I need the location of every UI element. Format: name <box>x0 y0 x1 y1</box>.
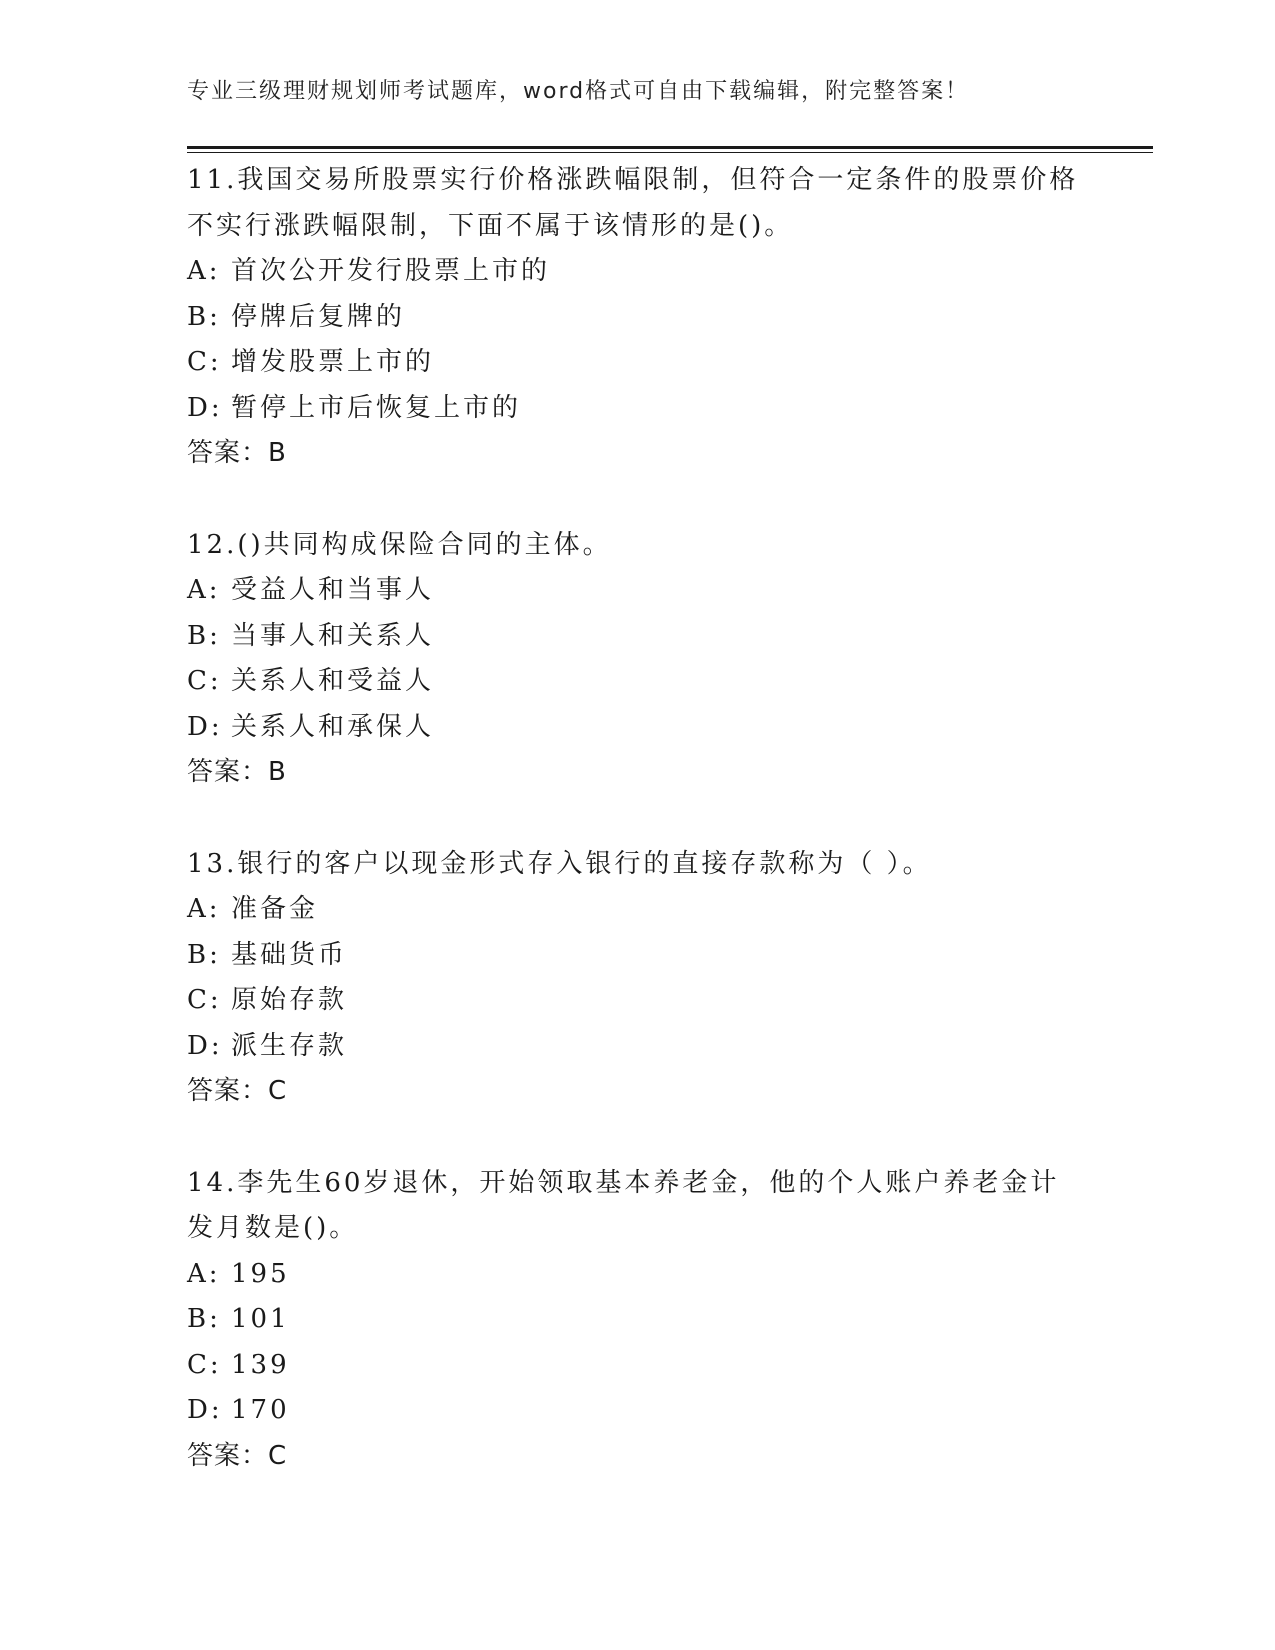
answer-line: 答案：C <box>187 1440 288 1471</box>
option-c <box>187 1343 1087 1389</box>
question-11 <box>187 158 1087 477</box>
option-text: 基础货币 <box>231 939 348 970</box>
question-stem-line: 11.我国交易所股票实行价格涨跌幅限制，但符合一定条件的股票价格 <box>187 165 1079 195</box>
option-a <box>187 249 1087 295</box>
option-text: 当事人和关系人 <box>231 620 435 651</box>
option-letter: D: <box>187 1395 223 1425</box>
option-text: 关系人和受益人 <box>231 666 435 696</box>
option-letter: D: <box>187 711 223 742</box>
option-letter: A: <box>187 256 221 286</box>
option-d <box>187 1024 1087 1070</box>
header-divider-thick <box>187 146 1153 149</box>
option-c <box>187 340 1087 386</box>
option-letter: B: <box>187 1304 221 1334</box>
option-text: 增发股票上市的 <box>231 347 435 377</box>
option-text: 首次公开发行股票上市的 <box>231 256 551 286</box>
header-divider-thin <box>187 152 1153 153</box>
option-b <box>187 1297 1087 1343</box>
option-text: 受益人和当事人 <box>231 575 435 605</box>
answer-line: 答案：B <box>187 757 287 787</box>
option-letter: D: <box>187 1030 223 1061</box>
option-letter: B: <box>187 939 221 970</box>
option-text: 停牌后复牌的 <box>231 301 406 332</box>
option-a <box>187 568 1087 614</box>
option-d <box>187 1388 1087 1434</box>
option-a <box>187 1252 1087 1298</box>
question-12 <box>187 523 1087 796</box>
option-c <box>187 659 1087 705</box>
answer-line: 答案：C <box>187 1076 288 1106</box>
option-b <box>187 614 1087 660</box>
answer-line: 答案：B <box>187 438 287 468</box>
option-text: 准备金 <box>231 894 319 924</box>
option-letter: B: <box>187 620 221 651</box>
option-text: 170 <box>231 1395 290 1425</box>
question-stem-line: 12.()共同构成保险合同的主体。 <box>187 529 612 560</box>
option-a <box>187 887 1087 933</box>
option-b <box>187 933 1087 979</box>
option-d <box>187 705 1087 751</box>
question-13 <box>187 842 1087 1115</box>
option-text: 原始存款 <box>231 985 348 1015</box>
option-letter: A: <box>187 575 221 605</box>
option-text: 195 <box>231 1258 290 1289</box>
option-text: 派生存款 <box>231 1030 348 1061</box>
question-stem-line: 不实行涨跌幅限制，下面不属于该情形的是()。 <box>187 210 794 241</box>
question-14 <box>187 1161 1087 1480</box>
question-stem-line: 14.李先生60岁退休，开始领取基本养老金，他的个人账户养老金计 <box>187 1167 1060 1198</box>
option-letter: D: <box>187 392 223 423</box>
option-letter: B: <box>187 301 221 332</box>
option-letter: C: <box>187 1349 222 1380</box>
option-letter: A: <box>187 894 221 924</box>
option-text: 139 <box>231 1349 290 1380</box>
page-header: 专业三级理财规划师考试题库，word格式可自由下载编辑，附完整答案！ <box>187 79 970 104</box>
option-d <box>187 386 1087 432</box>
option-text: 关系人和承保人 <box>231 711 435 742</box>
option-letter: A: <box>187 1258 221 1289</box>
question-list <box>187 158 1087 1525</box>
option-text: 暂停上市后恢复上市的 <box>231 392 522 423</box>
option-text: 101 <box>231 1304 290 1334</box>
option-letter: C: <box>187 347 222 377</box>
question-stem-line: 发月数是()。 <box>187 1213 359 1243</box>
question-stem-line: 13.银行的客户以现金形式存入银行的直接存款称为（ ）。 <box>187 848 932 879</box>
option-letter: C: <box>187 666 222 696</box>
option-b <box>187 295 1087 341</box>
option-letter: C: <box>187 985 222 1015</box>
option-c <box>187 978 1087 1024</box>
